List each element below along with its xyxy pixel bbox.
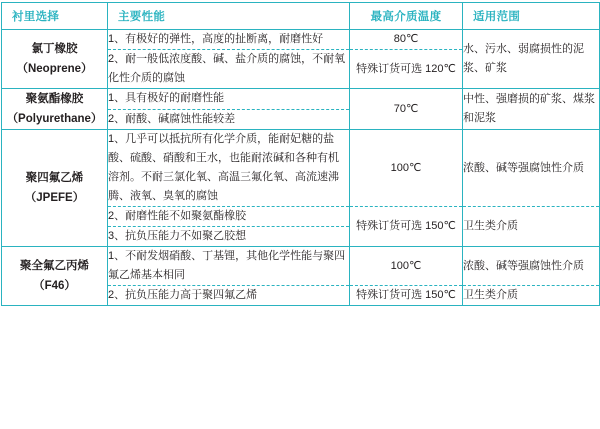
- performance-cell: 2、耐磨性能不如聚氨酯橡胶: [108, 207, 350, 227]
- performance-cell: 2、耐酸、碱腐蚀性能较差: [108, 109, 350, 130]
- temperature-cell: 100℃: [350, 130, 463, 207]
- lining-name-main: 氯丁橡胶: [31, 43, 78, 55]
- performance-cell: 3、抗负压能力不如聚乙胶想: [108, 227, 350, 247]
- lining-name-cell: [2, 247, 108, 306]
- lining-name-sub: （Polyurethane）: [6, 113, 103, 125]
- header-cell-max-temperature: 最高介质温度: [350, 3, 463, 30]
- table-row: [2, 30, 600, 50]
- lining-name-sub: （F46）: [33, 280, 76, 292]
- performance-cell: 2、耐一般低浓度酸、碱、盐介质的腐蚀，不耐氧化性介质的腐蚀: [108, 50, 350, 89]
- application-range-cell: 浓酸、碱等强腐蚀性介质: [463, 130, 600, 207]
- application-range-cell: 卫生类介质: [463, 207, 600, 247]
- header-cell-performance: 主要性能: [108, 3, 350, 30]
- spec-table-page: [0, 2, 600, 429]
- temperature-cell: 特殊订货可选 120℃: [350, 50, 463, 89]
- application-range-cell: 中性、强磨损的矿浆、煤浆和泥浆: [463, 89, 600, 130]
- lining-name-main: 聚全氟乙丙烯: [20, 260, 89, 272]
- lining-name-sub: （Neoprene）: [16, 63, 93, 75]
- performance-cell: 1、具有极好的耐磨性能: [108, 89, 350, 110]
- temperature-cell: 80℃: [350, 30, 463, 50]
- header-cell-lining: 衬里选择: [2, 3, 108, 30]
- application-range-cell: 浓酸、碱等强腐蚀性介质: [463, 247, 600, 286]
- performance-cell: 1、有极好的弹性，高度的扯断离，耐磨性好: [108, 30, 350, 50]
- lining-name-main: 聚四氟乙烯: [25, 172, 84, 184]
- temperature-cell: 特殊订货可选 150℃: [350, 286, 463, 306]
- table-header-row: [2, 3, 600, 30]
- table-row: [2, 89, 600, 110]
- performance-cell: 1、几乎可以抵抗所有化学介质，能耐妃糖的盐酸、硫酸、硝酸和王水，也能耐浓碱和各种有机溶剂。不耐三氯化氧、高温三氟化氧、高流速沸腾、液氧、臭氧的腐蚀: [108, 130, 350, 207]
- lining-name-cell: [2, 89, 108, 130]
- temperature-cell: 100℃: [350, 247, 463, 286]
- header-cell-application: 适用范围: [463, 3, 600, 30]
- lining-name-cell: [2, 30, 108, 89]
- performance-cell: 2、抗负压能力高于聚四氟乙烯: [108, 286, 350, 306]
- table-row: [2, 247, 600, 286]
- table-row: [2, 130, 600, 207]
- application-range-cell: 卫生类介质: [463, 286, 600, 306]
- performance-cell: 1、不耐发烟硝酸、丁基锂，其他化学性能与聚四氟乙烯基本相同: [108, 247, 350, 286]
- lining-name-sub: （JPEFE）: [24, 192, 85, 204]
- application-range-cell: 水、污水、弱腐损性的泥浆、矿浆: [463, 30, 600, 89]
- temperature-cell: 特殊订货可选 150℃: [350, 207, 463, 247]
- lining-name-cell: [2, 130, 108, 247]
- lining-selection-table: [1, 2, 600, 306]
- temperature-cell: 70℃: [350, 89, 463, 130]
- lining-name-main: 聚氨酯橡胶: [25, 93, 84, 105]
